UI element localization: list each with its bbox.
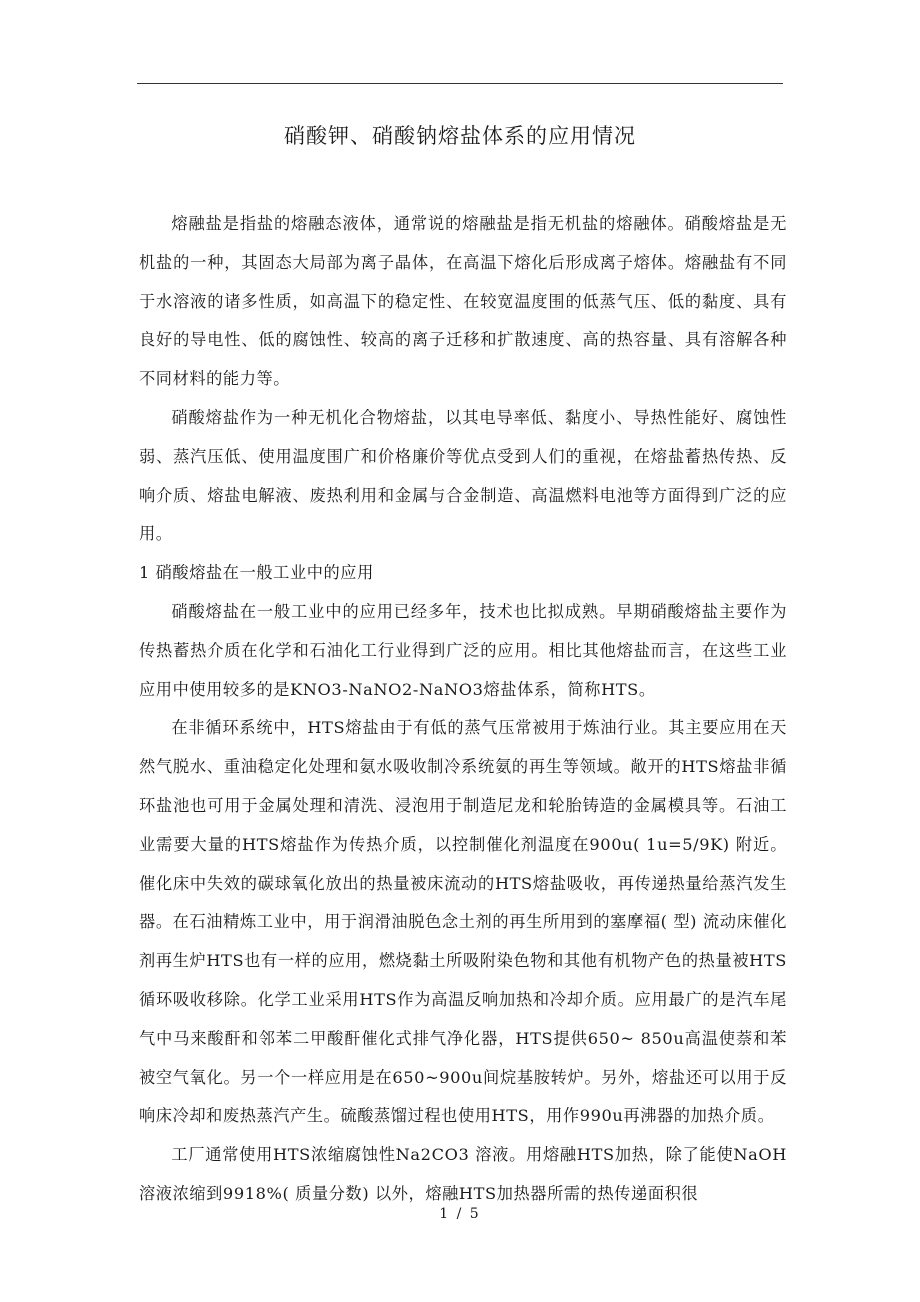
paragraph: 硝酸熔盐在一般工业中的应用已经多年，技术也比拟成熟。早期硝酸熔盐主要作为传热蓄热介质在化学和石油化工行业得到广泛的应用。相比其他熔盐而言，在这些工业应用中使用较多的是KNO3-NaNO2-NaNO3熔盐体系，简称HTS。: [139, 601, 787, 699]
paragraph: 熔融盐是指盐的熔融态液体，通常说的熔融盐是指无机盐的熔融体。硝酸熔盐是无机盐的一种，其固态大局部为离子晶体，在高温下熔化后形成离子熔体。熔融盐有不同于水溶液的诸多性质，如高温下的稳定性、在较宽温度围的低蒸气压、低的黏度、具有良好的导电性、低的腐蚀性、较高的离子迁移和扩散速度、高的热容量、具有溶解各种不同材料的能力等。: [139, 214, 787, 389]
paragraph: 工厂通常使用HTS浓缩腐蚀性Na2CO3 溶液。用熔融HTS加热，除了能使NaOH溶液浓缩到9918%( 质量分数) 以外，熔融HTS加热器所需的热传递面积很: [139, 1145, 787, 1203]
header-rule: [137, 83, 783, 84]
document-body: [139, 205, 787, 1214]
section-heading: 1 硝酸熔盐在一般工业中的应用: [139, 563, 374, 583]
paragraph: 硝酸熔盐作为一种无机化合物熔盐，以其电导率低、黏度小、导热性能好、腐蚀性弱、蒸汽压低、使用温度围广和价格廉价等优点受到人们的重视，在熔盐蓄热传热、反响介质、熔盐电解液、废热利用和金属与合金制造、高温燃料电池等方面得到广泛的应用。: [139, 407, 787, 544]
document-title: 硝酸钾、硝酸钠熔盐体系的应用情况: [284, 124, 636, 148]
paragraph: 在非循环系统中，HTS熔盐由于有低的蒸气压常被用于炼油行业。其主要应用在天然气脱水、重油稳定化处理和氨水吸收制冷系统氨的再生等领域。敞开的HTS熔盐非循环盐池也可用于金属处理和清洗、浸泡用于制造尼龙和轮胎铸造的金属模具等。石油工业需要大量的HTS熔盐作为传热介质，以控制催化剂温度在900u( 1u=5/9K) 附近。催化床中失效的碳球氧化放出的热量被床流动的HTS熔盐吸收，再传递热量给蒸汽发生器。在石油精炼工业中，用于润滑油脱色念土剂的再生所用到的塞摩福( 型) 流动床催化剂再生炉HTS也有一样的应用，燃烧黏土所吸附染色物和其他有机物产色的热量被HTS循环吸收移除。化学工业采用HTS作为高温反响加热和冷却介质。应用最广的是汽车尾气中马来酸酐和邻苯二甲酸酐催化式排气净化器，HTS提供650~ 850u高温使萘和苯被空气氧化。另一个一样应用是在650~900u间烷基胺转炉。另外，熔盐还可以用于反响床冷却和废热蒸汽产生。硫酸蒸馏过程也使用HTS，用作990u再沸器的加热介质。: [139, 718, 787, 1126]
page-number: 1 / 5: [439, 1206, 481, 1222]
